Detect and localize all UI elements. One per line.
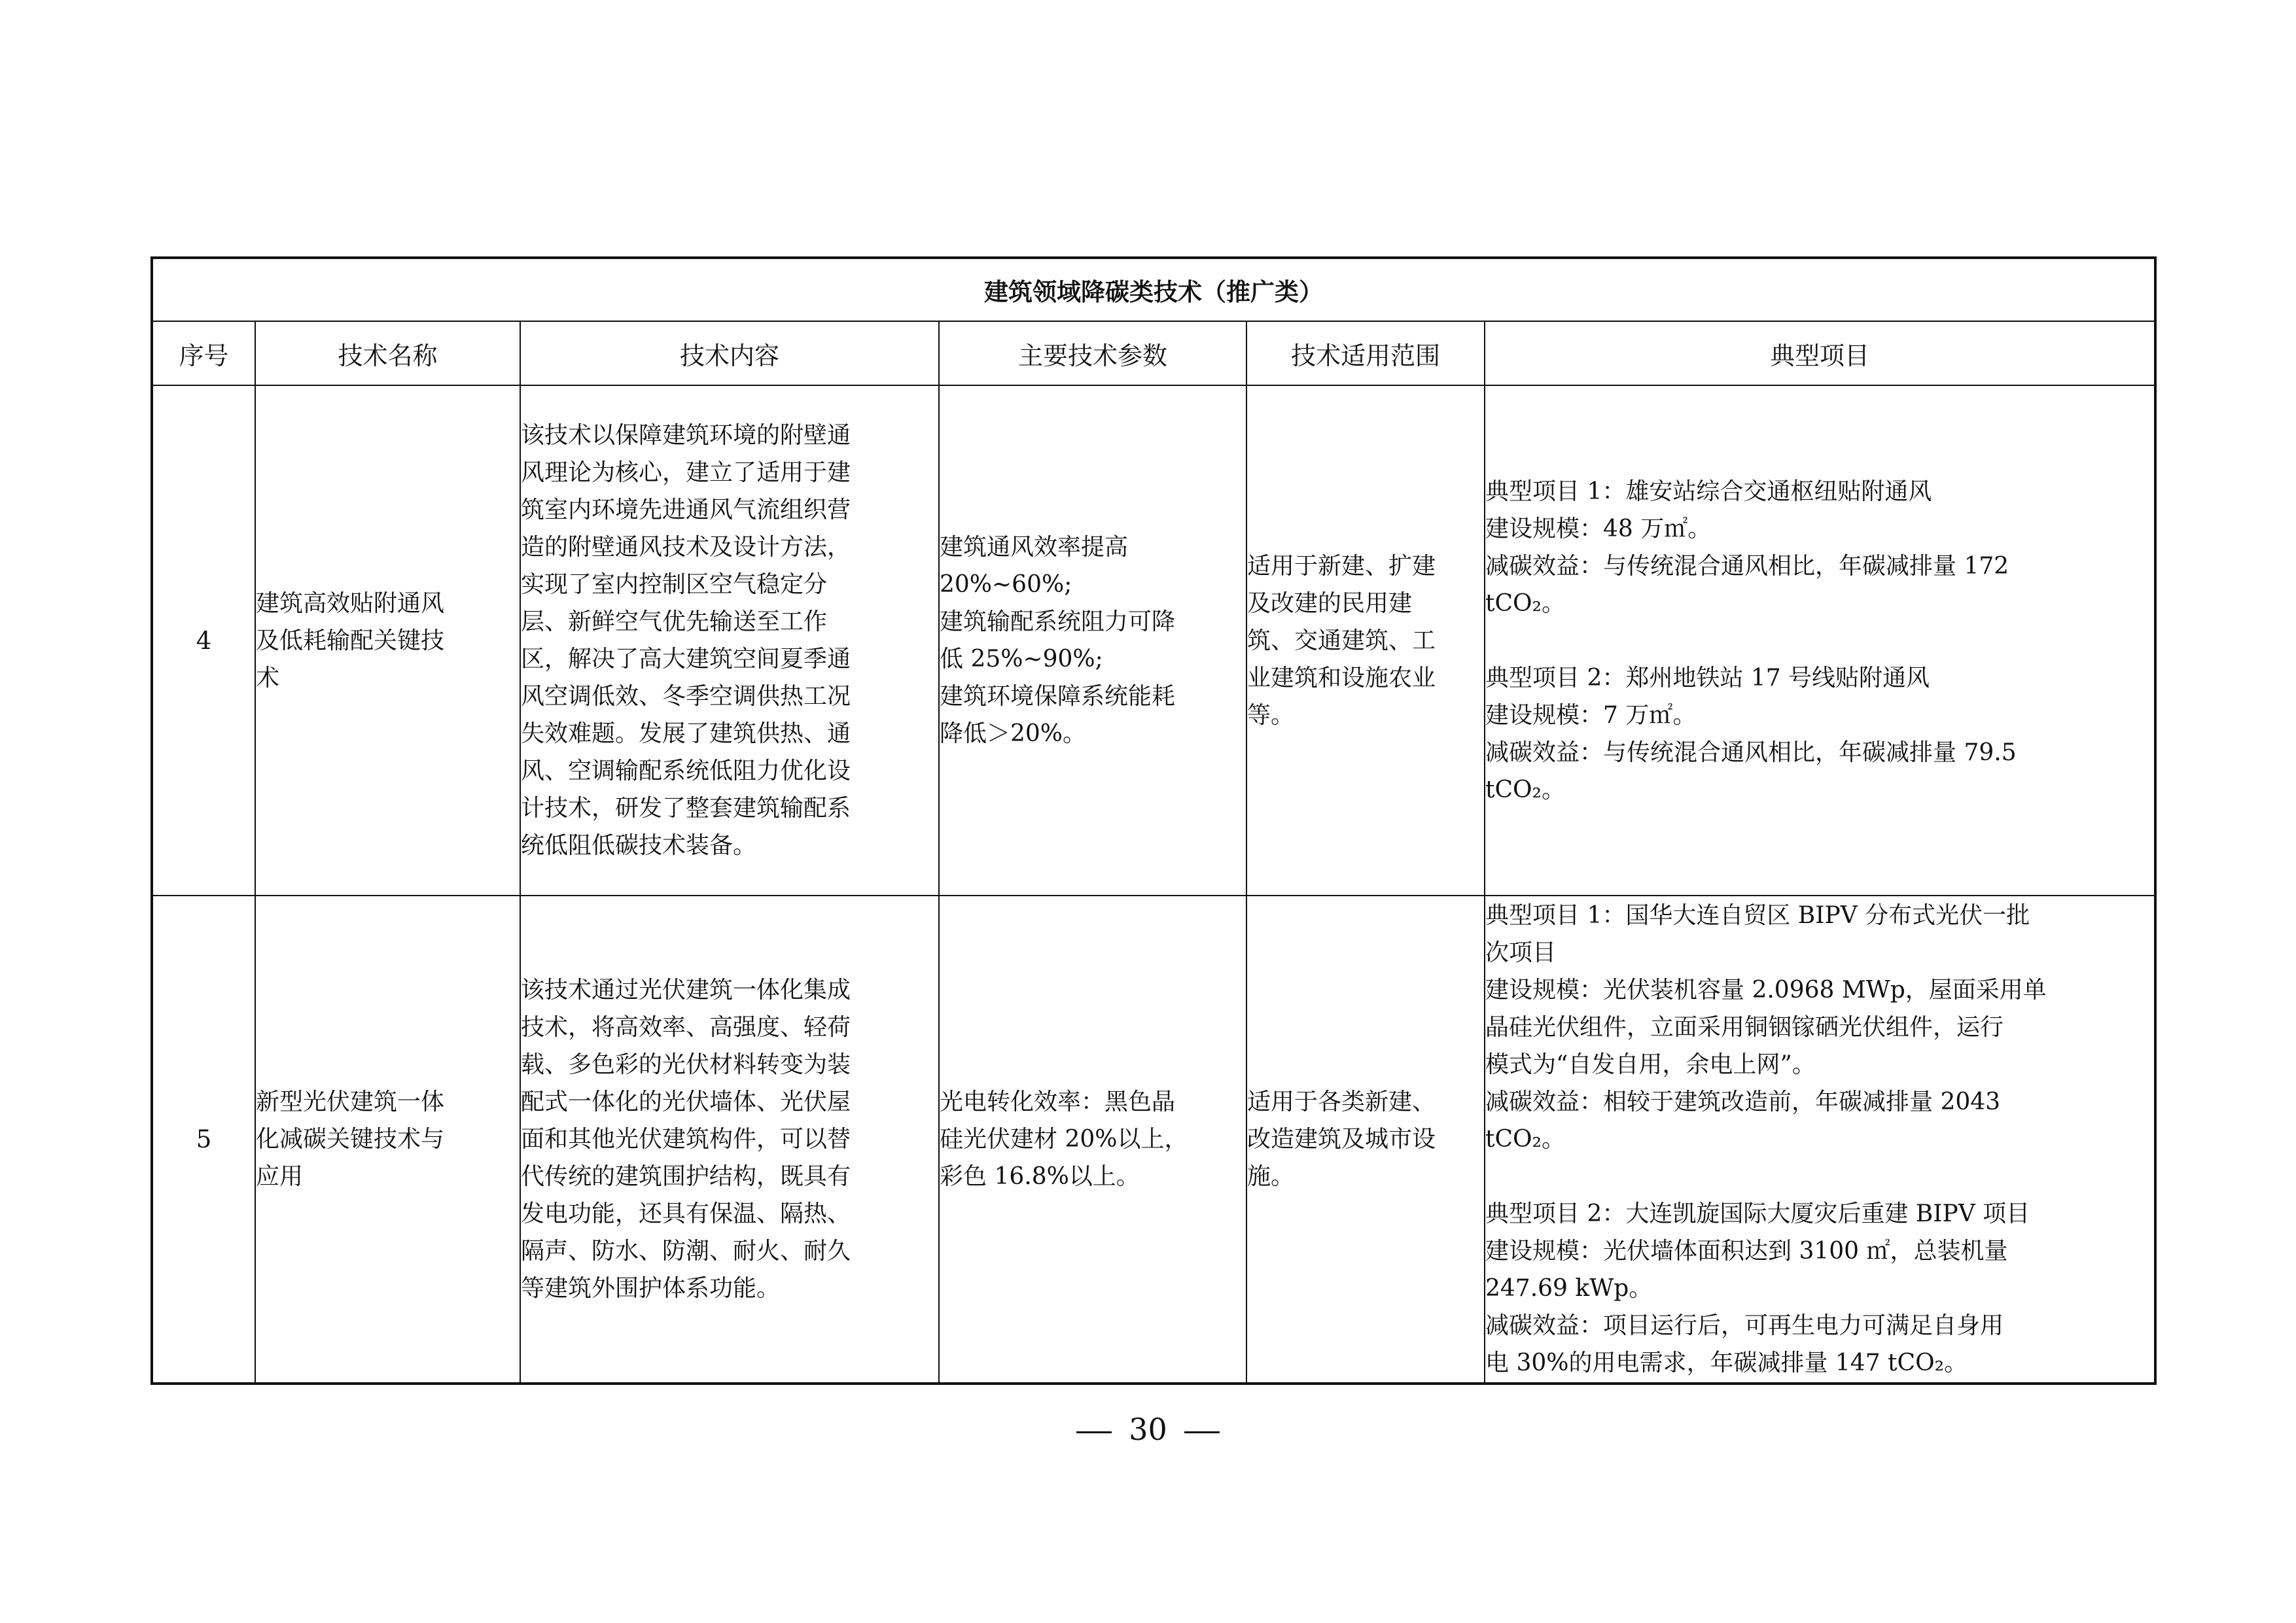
text-line: 适用于各类新建、 <box>1247 1089 1436 1115</box>
text-line: 层、新鲜空气优先输送至工作 <box>521 608 828 635</box>
text-line: 实现了室内控制区空气稳定分 <box>521 571 828 598</box>
text-line: 载、多色彩的光伏材料转变为装 <box>521 1051 851 1078</box>
text-line: 技术，将高效率、高强度、轻荷 <box>521 1014 851 1041</box>
text-line: 面和其他光伏建筑构件，可以替 <box>521 1126 851 1153</box>
text-line: 减碳效益：相较于建筑改造前，年碳减排量 2043 <box>1485 1089 2001 1115</box>
tech-name-cell <box>255 896 520 1384</box>
typical-projects-cell <box>1485 385 2155 896</box>
typical-projects-cell <box>1485 896 2155 1384</box>
text-line: 新型光伏建筑一体 <box>256 1089 445 1115</box>
text-line: 典型项目 1：雄安站综合交通枢纽贴附通风 <box>1485 478 1932 505</box>
paragraph-gap <box>1485 622 2154 659</box>
text-line: 配式一体化的光伏墙体、光伏屋 <box>521 1089 851 1115</box>
text-line: 建设规模：光伏装机容量 2.0968 MWp，屋面采用单 <box>1485 977 2047 1003</box>
text-line: 改造建筑及城市设 <box>1247 1126 1436 1153</box>
text-line: 适用于新建、扩建 <box>1247 552 1436 580</box>
text-line: 筑室内环境先进通风气流组织营 <box>521 497 851 523</box>
text-line: 建筑环境保障系统能耗 <box>940 683 1176 710</box>
header-tech-content: 技术内容 <box>520 321 939 385</box>
text-line: 术 <box>256 664 280 691</box>
text-line: 典型项目 2：大连凯旋国际大厦灾后重建 BIPV 项目 <box>1485 1200 2030 1227</box>
table-title: 建筑领域降碳类技术（推广类） <box>152 258 2155 321</box>
text-line: 造的附壁通风技术及设计方法， <box>521 534 851 561</box>
text-line: 风、空调输配系统低阻力优化设 <box>521 758 851 784</box>
scope-cell <box>1246 896 1485 1384</box>
text-line: 风理论为核心，建立了适用于建 <box>521 459 851 486</box>
text-line: 减碳效益：项目运行后，可再生电力可满足自身用 <box>1485 1312 2004 1339</box>
text-line: 247.69 kWp。 <box>1485 1275 1653 1302</box>
main-params-cell <box>939 385 1246 896</box>
scope-cell <box>1246 385 1485 896</box>
text-line: 该技术以保障建筑环境的附壁通 <box>521 422 851 449</box>
header-tech-name: 技术名称 <box>255 321 520 385</box>
serial-number-cell: 5 <box>152 896 255 1384</box>
tech-content-cell <box>520 385 939 896</box>
text-line: tCO₂。 <box>1485 589 1565 617</box>
text-line: 减碳效益：与传统混合通风相比，年碳减排量 79.5 <box>1485 739 2017 766</box>
text-line: 发电功能，还具有保温、隔热、 <box>521 1200 851 1227</box>
dash-right <box>1184 1431 1220 1433</box>
tech-content-cell <box>520 896 939 1384</box>
text-line: 20%~60%; <box>940 571 1072 598</box>
text-line: 统低阻低碳技术装备。 <box>521 832 757 859</box>
text-line: tCO₂。 <box>1485 1126 1565 1153</box>
text-line: 及低耗输配关键技 <box>256 627 445 654</box>
text-line: 晶硅光伏组件，立面采用铜铟镓硒光伏组件，运行 <box>1485 1014 2004 1041</box>
text-line: tCO₂。 <box>1485 776 1565 803</box>
text-line: 低 25%~90%; <box>940 646 1103 672</box>
text-line: 应用 <box>256 1163 304 1190</box>
text-line: 典型项目 2：郑州地铁站 17 号线贴附通风 <box>1485 664 1930 691</box>
text-line: 模式为“自发自用，余电上网”。 <box>1485 1051 1816 1078</box>
text-line: 业建筑和设施农业 <box>1247 664 1436 691</box>
text-line: 降低＞20%。 <box>940 720 1087 747</box>
text-line: 典型项目 1：国华大连自贸区 BIPV 分布式光伏一批 <box>1485 902 2030 929</box>
text-line: 风空调低效、冬季空调供热工况 <box>521 683 851 710</box>
text-line: 建筑高效贴附通风 <box>256 589 445 617</box>
text-line: 计技术，研发了整套建筑输配系 <box>521 795 851 822</box>
text-line: 隔声、防水、防潮、耐火、耐久 <box>521 1238 851 1265</box>
header-main-params: 主要技术参数 <box>939 321 1246 385</box>
text-line: 建筑输配系统阻力可降 <box>940 608 1176 635</box>
table-row <box>152 896 2155 1384</box>
tech-name-cell <box>255 385 520 896</box>
text-line: 区，解决了高大建筑空间夏季通 <box>521 646 851 672</box>
text-line: 该技术通过光伏建筑一体化集成 <box>521 977 851 1003</box>
text-line: 失效难题。发展了建筑供热、通 <box>521 720 851 747</box>
serial-number-cell: 4 <box>152 385 255 896</box>
dash-left <box>1076 1431 1112 1433</box>
paragraph-gap <box>1485 1158 2154 1195</box>
text-line: 彩色 16.8%以上。 <box>940 1163 1140 1190</box>
text-line: 减碳效益：与传统混合通风相比，年碳减排量 172 <box>1485 552 2009 580</box>
text-line: 化减碳关键技术与 <box>256 1126 445 1153</box>
text-line: 建设规模：48 万㎡。 <box>1485 515 1712 542</box>
text-line: 施。 <box>1247 1163 1295 1190</box>
text-line: 建筑通风效率提高 <box>940 534 1129 561</box>
text-line: 次项目 <box>1485 939 1557 966</box>
header-serial-number: 序号 <box>152 321 255 385</box>
text-line: 建设规模：光伏墙体面积达到 3100 ㎡，总装机量 <box>1485 1238 2008 1265</box>
text-line: 电 30%的用电需求，年碳减排量 147 tCO₂。 <box>1485 1350 1968 1376</box>
page-footer <box>0 1412 2296 1447</box>
text-line: 代传统的建筑围护结构，既具有 <box>521 1163 851 1190</box>
text-line: 光电转化效率：黑色晶 <box>940 1089 1176 1115</box>
text-line: 等建筑外围护体系功能。 <box>521 1275 781 1302</box>
text-line: 硅光伏建材 20%以上， <box>940 1126 1188 1153</box>
text-line: 筑、交通建筑、工 <box>1247 627 1436 654</box>
text-line: 建设规模：7 万㎡。 <box>1485 701 1697 729</box>
main-params-cell <box>939 896 1246 1384</box>
page-number: 30 <box>1129 1412 1167 1447</box>
header-typical-projects: 典型项目 <box>1485 321 2155 385</box>
text-line: 及改建的民用建 <box>1247 589 1413 617</box>
table-row <box>152 385 2155 896</box>
text-line: 等。 <box>1247 701 1295 729</box>
header-scope: 技术适用范围 <box>1246 321 1485 385</box>
technology-table <box>150 256 2157 1385</box>
